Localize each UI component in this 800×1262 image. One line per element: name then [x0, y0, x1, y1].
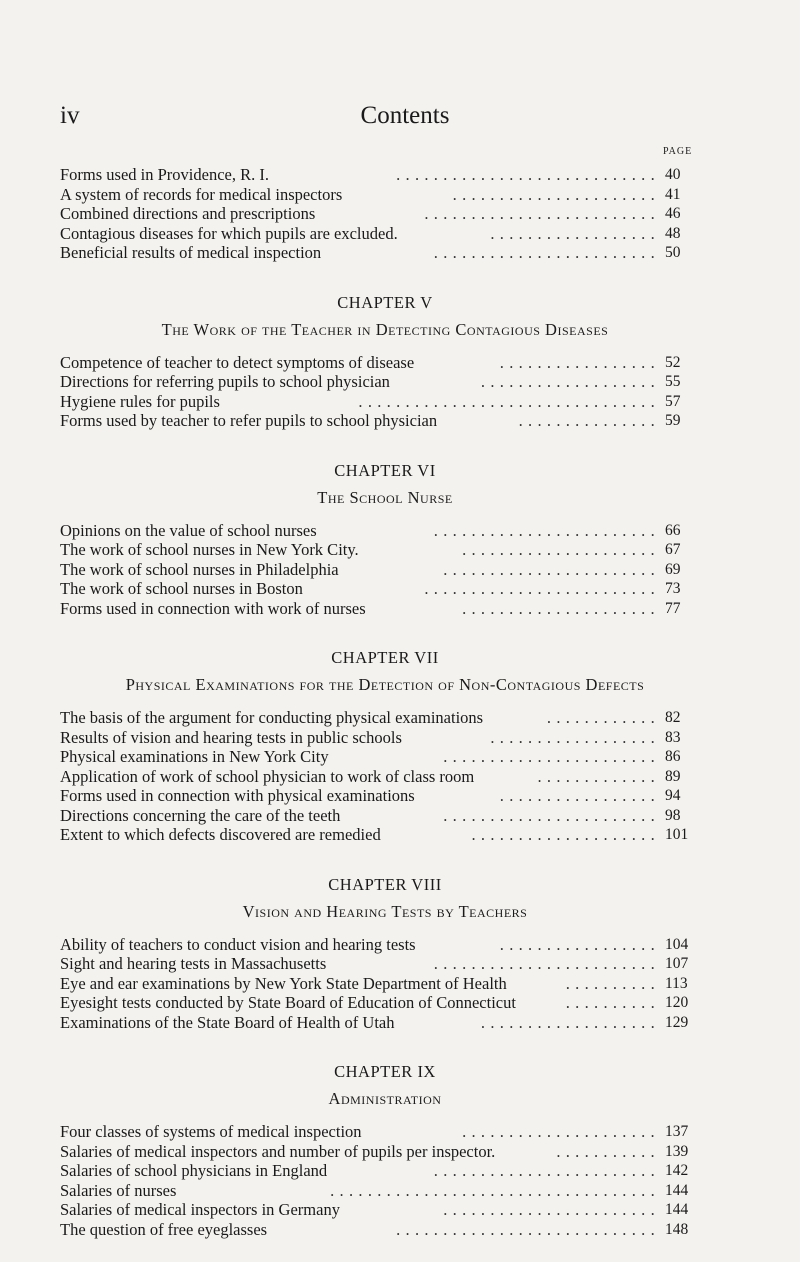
- entry-page-number: 83: [665, 728, 681, 746]
- entry-title: Forms used in connection with physical examinations: [60, 786, 415, 805]
- toc-entry: [60, 1161, 689, 1181]
- toc-entry: [60, 805, 681, 826]
- entry-page-number: 86: [665, 748, 681, 765]
- page-number: iv: [60, 102, 80, 129]
- leader-dots: ............................: [396, 165, 660, 184]
- entry-title: Competence of teacher to detect symptoms of disease: [60, 352, 415, 372]
- leader-dots: .....................: [462, 598, 660, 618]
- entry-page-number: 73: [665, 580, 681, 597]
- entry-title: Physical examinations in New York City: [60, 747, 329, 766]
- entry-title: Salaries of school physicians in England: [60, 1161, 328, 1180]
- leader-dots: .....................: [462, 540, 660, 559]
- entry-page-number: 137: [665, 1123, 689, 1140]
- leader-dots: ..................: [490, 727, 660, 747]
- toc-entry: [60, 352, 681, 373]
- chapter-heading: CHAPTER IX: [334, 1062, 436, 1081]
- page-column-heading: PAGE: [663, 146, 693, 157]
- leader-dots: .........................: [424, 204, 660, 223]
- entry-title: Hygiene rules for pupils: [60, 391, 220, 411]
- leader-dots: ...........: [556, 1141, 660, 1161]
- chapter-heading: CHAPTER VIII: [328, 874, 442, 894]
- leader-dots: ........................: [433, 1161, 660, 1180]
- leader-dots: ........................: [433, 520, 660, 540]
- entry-title: Sight and hearing tests in Massachusetts: [60, 954, 327, 973]
- entry-page-number: 46: [665, 205, 681, 222]
- entry-title: Results of vision and hearing tests in public schools: [60, 727, 402, 747]
- chapter-subtitle: Physical Examinations for the Detection of Non-Contagious Defects: [125, 675, 645, 694]
- entry-title: A system of records for medical inspectors: [60, 184, 343, 204]
- entry-title: Beneficial results of medical inspection: [60, 243, 322, 262]
- entry-page-number: 139: [665, 1142, 689, 1160]
- toc-entry: [60, 786, 681, 806]
- entry-title: Directions concerning the care of the teeth: [60, 805, 341, 825]
- entry-title: Salaries of medical inspectors and number of pupils per inspector.: [60, 1141, 496, 1161]
- toc-entry: [60, 708, 681, 728]
- toc-entry: [60, 540, 681, 560]
- toc-entry: [60, 598, 681, 619]
- chapter-heading: CHAPTER V: [337, 292, 433, 312]
- entry-page-number: 144: [665, 1201, 689, 1218]
- entry-page-number: 120: [665, 994, 689, 1011]
- entry-page-number: 144: [665, 1181, 689, 1199]
- toc-entry: [60, 973, 688, 994]
- leader-dots: .................: [499, 934, 660, 954]
- leader-dots: .......................: [443, 559, 660, 579]
- leader-dots: ........................: [433, 243, 660, 262]
- toc-entry: [60, 1200, 689, 1220]
- entry-page-number: 40: [665, 166, 681, 183]
- leader-dots: .......................: [443, 1200, 660, 1219]
- entry-page-number: 142: [665, 1162, 689, 1179]
- toc-entry: [60, 559, 681, 580]
- leader-dots: ..........: [565, 973, 660, 993]
- chapter-heading: CHAPTER VI: [334, 460, 436, 480]
- entry-page-number: 41: [665, 185, 681, 203]
- leader-dots: .................: [499, 786, 660, 805]
- entry-title: Opinions on the value of school nurses: [60, 520, 317, 540]
- leader-dots: ................................: [358, 391, 660, 411]
- leader-dots: .........................: [424, 579, 660, 598]
- entry-page-number: 57: [665, 392, 681, 410]
- leader-dots: ....................: [471, 825, 660, 844]
- leader-dots: ..................: [490, 223, 660, 243]
- toc-entry: [60, 993, 689, 1013]
- toc-entry: [60, 372, 681, 392]
- chapter-subtitle: Administration: [328, 1089, 442, 1108]
- leader-dots: ............................: [396, 1219, 660, 1239]
- entry-title: Salaries of nurses: [60, 1180, 177, 1200]
- leader-dots: ...................................: [330, 1180, 660, 1200]
- entry-page-number: 104: [665, 935, 689, 953]
- leader-dots: ............: [546, 708, 660, 727]
- toc-entry: [60, 954, 689, 974]
- toc-entry: [60, 184, 681, 205]
- entry-page-number: 98: [665, 806, 681, 824]
- entry-page-number: 94: [665, 787, 681, 804]
- toc-entry: [60, 391, 681, 412]
- entry-title: Application of work of school physician to work of class room: [60, 766, 475, 786]
- entry-page-number: 52: [665, 353, 681, 371]
- entry-title: Contagious diseases for which pupils are excluded.: [60, 223, 398, 243]
- entry-title: Eye and ear examinations by New York State Department of Health: [60, 973, 507, 993]
- entry-page-number: 69: [665, 560, 681, 578]
- leader-dots: .................: [499, 352, 660, 372]
- toc-entry: [60, 1122, 689, 1142]
- entry-page-number: 82: [665, 709, 681, 726]
- toc-entry: [60, 1219, 689, 1240]
- toc-entry: [60, 243, 681, 263]
- toc-entry: [60, 747, 681, 767]
- entry-page-number: 77: [665, 599, 681, 617]
- entry-title: The work of school nurses in Philadelphia: [60, 559, 339, 579]
- toc-entry: [60, 165, 681, 185]
- entry-title: Four classes of systems of medical inspection: [60, 1122, 362, 1141]
- entry-title: Forms used in connection with work of nurses: [60, 598, 366, 618]
- entry-title: Salaries of medical inspectors in Germany: [60, 1200, 340, 1219]
- page-header: [60, 100, 750, 140]
- toc-entry: [60, 223, 681, 244]
- toc-entry: [60, 766, 681, 787]
- entry-page-number: 107: [665, 955, 689, 972]
- entry-page-number: 129: [665, 1013, 689, 1031]
- toc-entry: [60, 204, 681, 224]
- leader-dots: ..........: [565, 993, 660, 1012]
- leader-dots: ........................: [433, 954, 660, 973]
- entry-page-number: 101: [665, 826, 689, 843]
- leader-dots: .......................: [443, 747, 660, 766]
- toc-entry: [60, 520, 681, 541]
- entry-title: The work of school nurses in New York City.: [60, 540, 359, 559]
- leader-dots: ......................: [452, 184, 660, 204]
- entry-title: Examinations of the State Board of Health of Utah: [60, 1012, 395, 1032]
- leader-dots: .............: [537, 766, 660, 786]
- entry-title: The work of school nurses in Boston: [60, 579, 303, 598]
- entry-title: Forms used in Providence, R. I.: [60, 165, 269, 184]
- entry-page-number: 113: [665, 974, 688, 992]
- toc-entry: [60, 934, 689, 955]
- chapter-subtitle: Vision and Hearing Tests by Teachers: [242, 901, 528, 921]
- entry-page-number: 48: [665, 224, 681, 242]
- leader-dots: .....................: [462, 1122, 660, 1141]
- leader-dots: .......................: [443, 805, 660, 825]
- entry-page-number: 50: [665, 244, 681, 261]
- toc-entry: [60, 727, 681, 748]
- entry-title: Forms used by teacher to refer pupils to school physician: [60, 411, 438, 430]
- entry-title: Extent to which defects discovered are remedied: [60, 825, 381, 844]
- entry-title: The question of free eyeglasses: [60, 1219, 268, 1239]
- toc-entry: [60, 1180, 689, 1201]
- page-title: Contents: [360, 102, 450, 129]
- chapter-subtitle: The School Nurse: [317, 487, 453, 507]
- toc-entry: [60, 411, 681, 431]
- chapter-subtitle: The Work of the Teacher in Detecting Contagious Diseases: [161, 319, 609, 339]
- toc-entry: [60, 825, 689, 845]
- entry-page-number: 89: [665, 767, 681, 785]
- entry-title: Directions for referring pupils to school physician: [60, 372, 390, 391]
- toc-entry: [60, 1141, 689, 1162]
- entry-page-number: 148: [665, 1220, 689, 1238]
- leader-dots: ...................: [480, 372, 660, 391]
- chapter-heading: CHAPTER VII: [331, 648, 439, 667]
- entry-page-number: 55: [665, 373, 681, 390]
- leader-dots: ...................: [480, 1012, 660, 1032]
- entry-page-number: 66: [665, 521, 681, 539]
- toc-entry: [60, 579, 681, 599]
- entry-title: Eyesight tests conducted by State Board of Education of Connecticut: [60, 993, 516, 1012]
- entry-title: Combined directions and prescriptions: [60, 204, 316, 223]
- entry-title: The basis of the argument for conducting physical examinations: [60, 708, 484, 727]
- entry-page-number: 59: [665, 412, 681, 429]
- toc-entry: [60, 1012, 689, 1033]
- entry-page-number: 67: [665, 541, 681, 558]
- leader-dots: ...............: [518, 411, 660, 430]
- entry-title: Ability of teachers to conduct vision and hearing tests: [60, 934, 416, 954]
